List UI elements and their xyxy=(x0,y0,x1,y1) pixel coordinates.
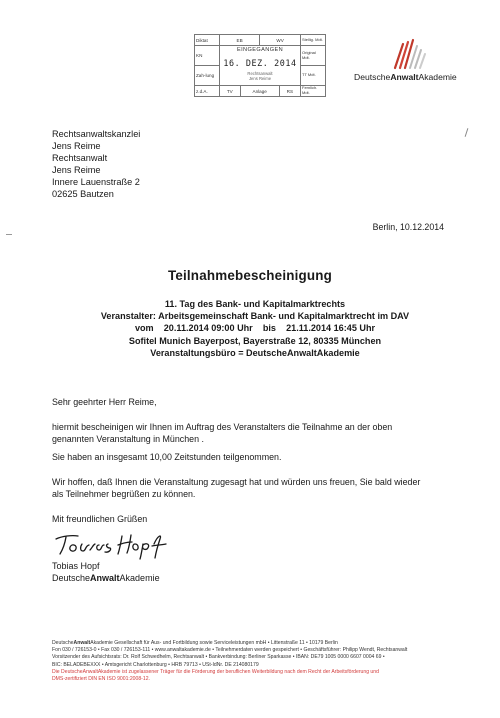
academy-logo-text xyxy=(354,72,457,82)
event-name: 11. Tag des Bank- und Kapitalmarktrechts xyxy=(164,299,346,309)
signer-org xyxy=(52,572,160,584)
paragraph-1-line-2: genannten Veranstaltung in München . xyxy=(52,434,204,444)
event-details xyxy=(0,298,500,359)
footer-line-2: Fon 030 / 726153-0 • Fax 030 / 726153-111 • www.anwaltakademie.de • Teilnehmerdaten werden gespeichert • Geschäftsführer: Philipp Wendt, Rechtsanwalt xyxy=(52,647,408,654)
handwritten-signature xyxy=(52,530,172,560)
stamp-cell-original: Original Mdt. xyxy=(301,46,326,66)
stamp-firm-line-1: Rechtsanwalt xyxy=(247,71,273,76)
salutation: Sehr geehrter Herr Reime, xyxy=(52,397,157,407)
company-footer xyxy=(52,640,472,683)
paragraph-1-line-1: hiermit bescheinigen wir Ihnen im Auftrag des Veranstalters die Teilnahme an der oben xyxy=(52,422,393,432)
stamp-cell-zahlung: Zah-lung xyxy=(195,66,220,86)
stamp-cell-kn: KN xyxy=(195,46,220,66)
stamp-cell-anlage: Anlage xyxy=(240,86,279,97)
stamp-cell-diktat: Diktat xyxy=(195,35,220,46)
footer-certification-line-2: DMS-zertifiziert DIN EN ISO 9001:2008-12. xyxy=(52,676,150,683)
recipient-line-6: 02625 Bautzen xyxy=(52,189,114,199)
paragraph-2: Sie haben an insgesamt 10,00 Zeitstunden teilgenommen. xyxy=(52,452,282,462)
footer-line-4: BIC: BELADEBEXXX • Amtsgericht Charlottenburg • HRB 79713 • USt-IdNr. DE 214080179 xyxy=(52,661,259,668)
stamp-cell-tv: TV xyxy=(220,86,241,97)
event-dates: vom 20.11.2014 09:00 Uhr bis 21.11.2014 16:45 Uhr xyxy=(134,323,376,334)
recipient-line-1: Rechtsanwaltskanzlei xyxy=(52,129,141,139)
signer-org-part-2: Anwalt xyxy=(90,573,120,583)
footer-certification-line-1: Die DeutscheAnwaltAkademie ist zugelassener Träger für die Förderung der beruflichen Weiterbildung nach dem Recht der Arbeitsförderung und xyxy=(52,668,379,675)
signer-name: Tobias Hopf xyxy=(52,561,100,571)
stamp-cell-fernlich: Fernlich. Mdt. xyxy=(301,86,326,97)
margin-mark xyxy=(465,128,469,137)
received-stamp xyxy=(194,34,326,97)
stamp-received-date: 16. DEZ. 2014 xyxy=(223,58,297,68)
stamp-cell-rs: RS xyxy=(279,86,300,97)
paragraph-3-line-2: als Teilnehmer begrüßen zu können. xyxy=(52,489,196,499)
academy-logo-icon xyxy=(391,38,431,70)
stamp-cell-zda: z.d.A. xyxy=(195,86,220,97)
recipient-line-3: Rechtsanwalt xyxy=(52,153,108,163)
recipient-address xyxy=(52,128,140,200)
footer-line-1 xyxy=(52,640,472,647)
stamp-cell-stellig: Stellig. Mdt. xyxy=(301,35,326,46)
letter-body xyxy=(52,396,462,525)
logo-name-part-2: Anwalt xyxy=(390,72,419,82)
logo-name-part-1: Deutsche xyxy=(354,72,391,82)
letter-date: Berlin, 10.12.2014 xyxy=(372,222,444,232)
stamp-cell-tt: TT Mdt. xyxy=(301,66,326,86)
signer-org-part-3: Akademie xyxy=(119,573,160,583)
stamp-cell-wv: WV xyxy=(260,35,301,46)
event-venue: Sofitel Munich Bayerpost, Bayerstraße 12, 80335 München xyxy=(128,335,382,346)
footer-line-1-rest: Gesellschaft für Aus- und Fortbildung sowie Serviceleistungen mbH • Littenstraße 11 • 10179 Berlin xyxy=(112,640,338,646)
stamp-received-area xyxy=(220,46,301,86)
event-organizer: Veranstalter: Arbeitsgemeinschaft Bank- und Kapitalmarktrecht im DAV xyxy=(100,311,410,322)
stamp-cell-eb: EB xyxy=(220,35,260,46)
recipient-line-5: Innere Lauenstraße 2 xyxy=(52,177,140,187)
footer-line-3: Vorsitzender des Aufsichtsrats: Dr. Rolf Schwedhelm, Rechtsanwalt • Bankverbindung: Berliner Sparkasse • IBAN: DE79 1005 0000 6607 0004 69 • xyxy=(52,654,385,661)
signer-org-part-1: Deutsche xyxy=(52,573,91,583)
event-office: Veranstaltungsbüro = DeutscheAnwaltAkademie xyxy=(150,347,360,358)
recipient-line-4: Jens Reime xyxy=(52,165,101,175)
logo-name-part-3: Akademie xyxy=(418,72,457,82)
footer-org-part-3: Akademie xyxy=(90,640,113,646)
stamp-received-label: EINGEGANGEN xyxy=(236,47,284,53)
footer-org-part-2: Anwalt xyxy=(73,640,91,646)
signer-block xyxy=(52,560,160,584)
document-title: Teilnahmebescheinigung xyxy=(167,268,333,283)
fold-mark xyxy=(6,234,12,235)
paragraph-3-line-1: Wir hoffen, daß Ihnen die Veranstaltung zugesagt hat und würden uns freuen, Sie bald wieder xyxy=(52,477,421,487)
stamp-firm-line-2: Jens Reime xyxy=(248,75,272,81)
footer-org-part-1: Deutsche xyxy=(52,640,74,646)
recipient-line-2: Jens Reime xyxy=(52,141,101,151)
closing: Mit freundlichen Grüßen xyxy=(52,514,148,524)
